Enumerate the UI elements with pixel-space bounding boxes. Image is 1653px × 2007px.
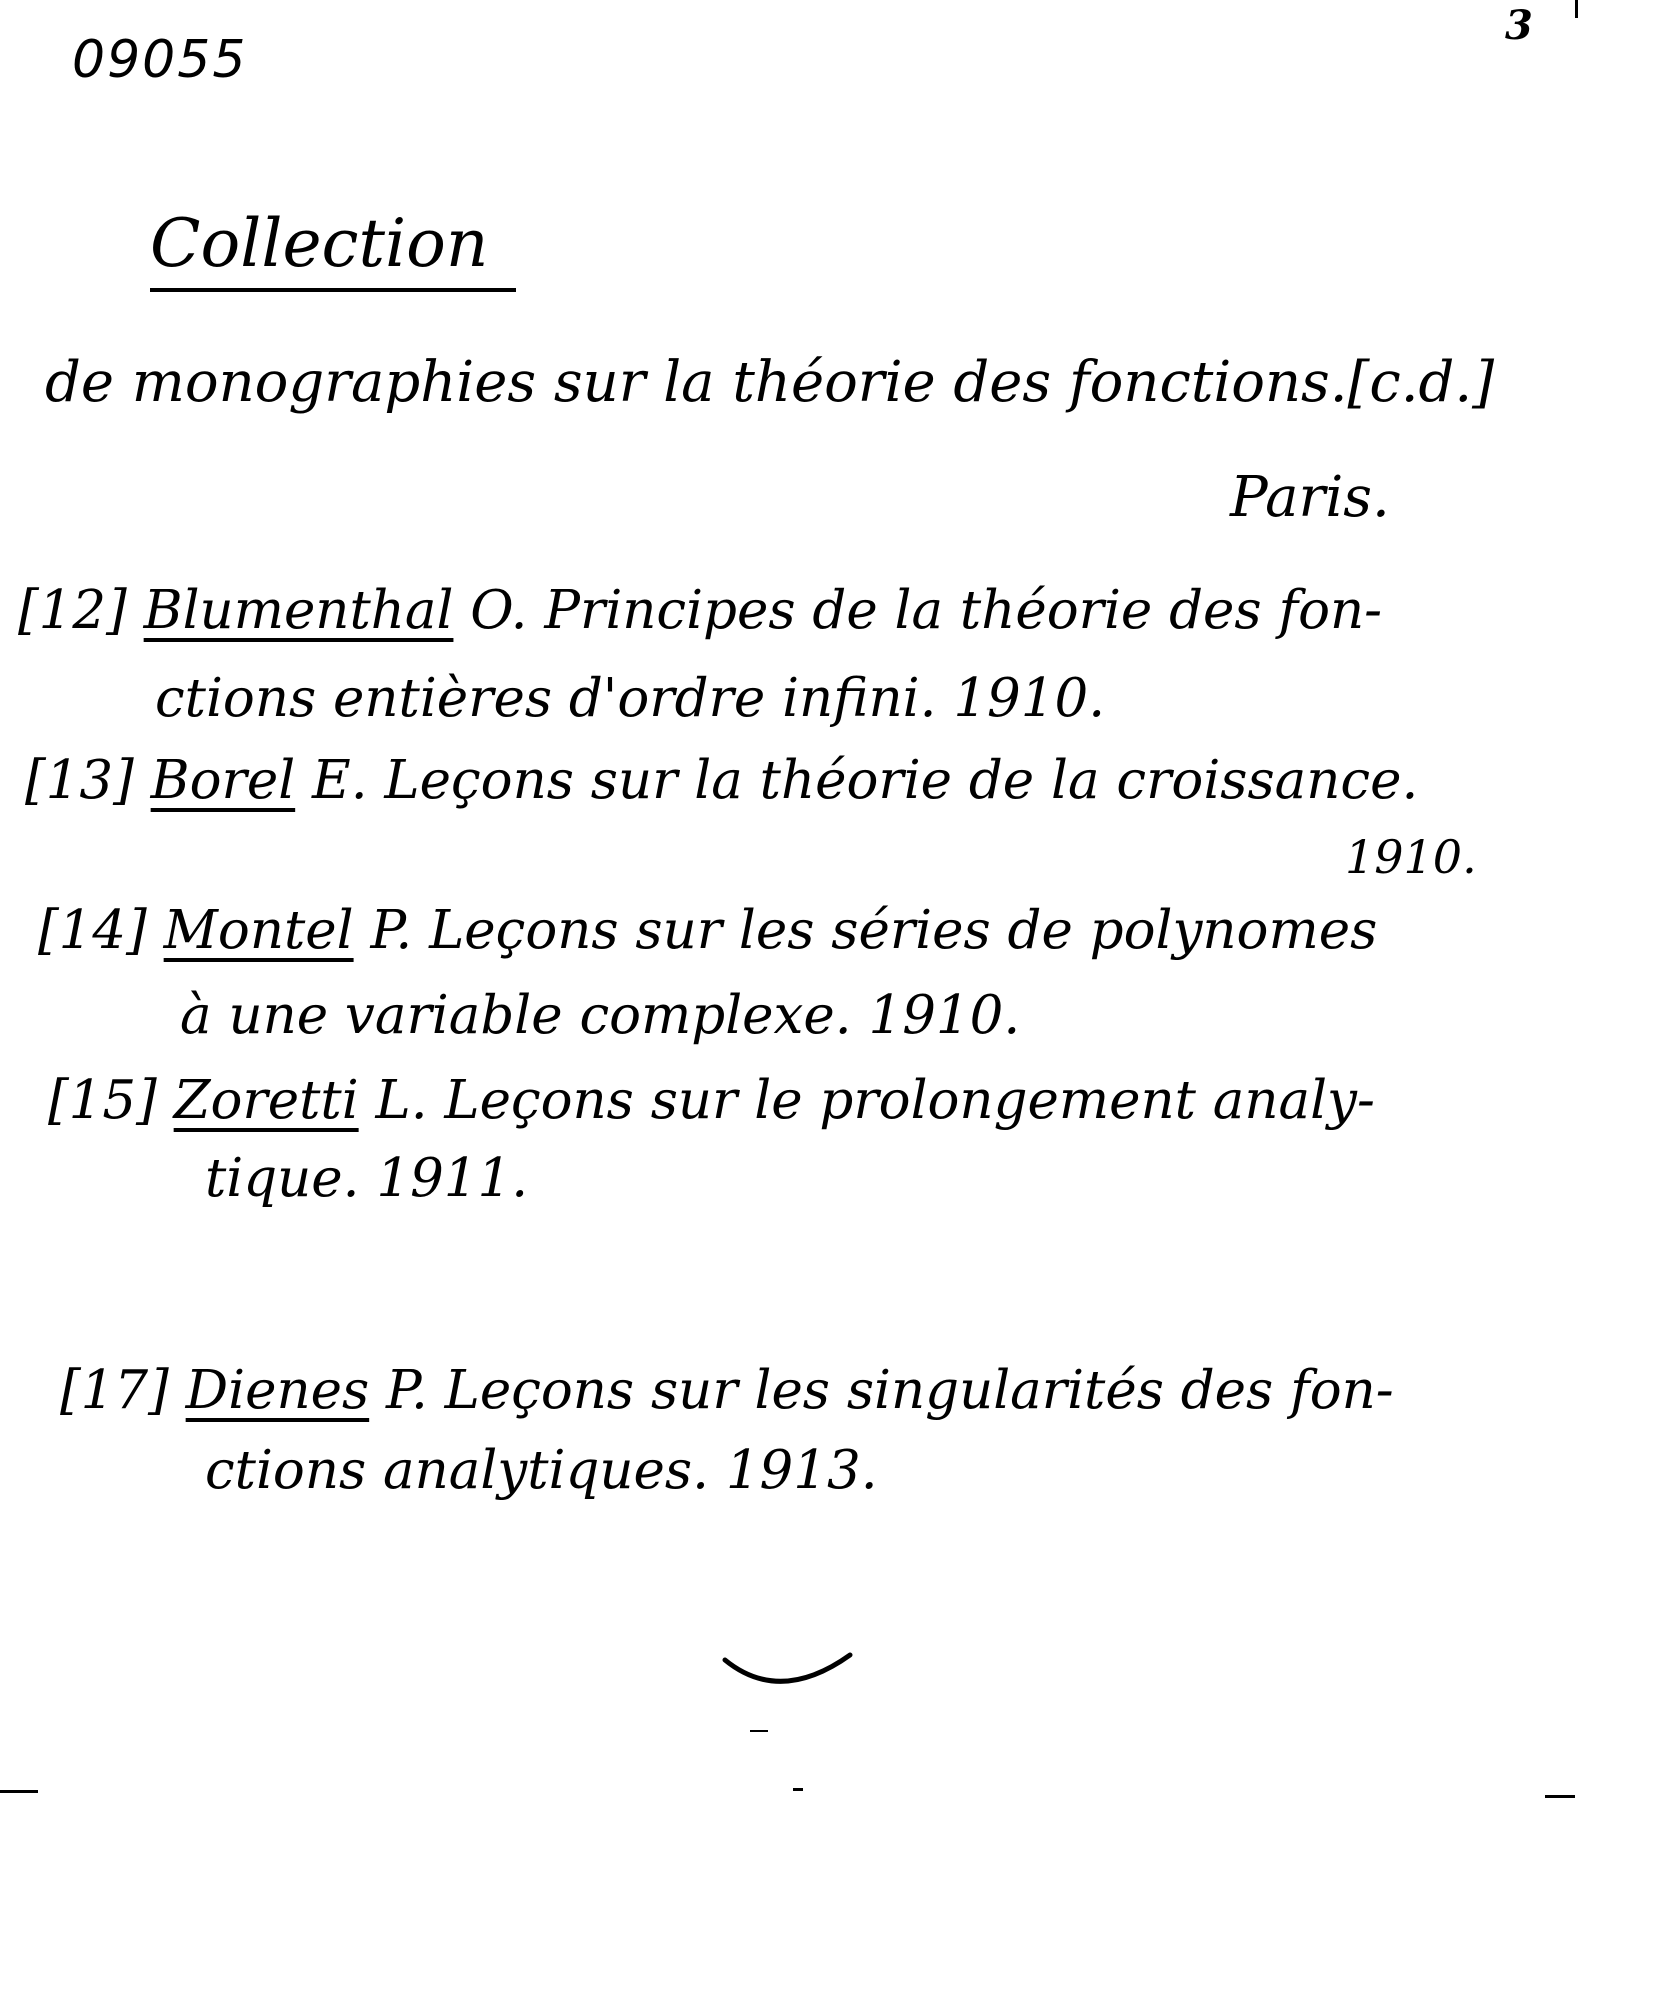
decorative-flourish xyxy=(720,1650,860,1710)
entry-14-line2: à une variable complexe. 1910. xyxy=(180,985,1021,1046)
entry-17-line2: ctions analytiques. 1913. xyxy=(205,1440,878,1501)
entry-text: P. Leçons sur les singularités des fon- xyxy=(386,1360,1394,1421)
entry-17-line1 xyxy=(60,1360,1394,1421)
entry-author: Montel xyxy=(163,900,354,961)
page-number: 3 xyxy=(1505,2,1533,49)
entry-14-line1 xyxy=(38,900,1377,961)
entry-12-line2: ctions entières d'ordre infini. 1910. xyxy=(155,668,1106,729)
entry-author: Blumenthal xyxy=(143,580,454,641)
scan-mark-left xyxy=(0,1790,38,1793)
entry-15-line1 xyxy=(48,1070,1375,1131)
entry-number: [14] xyxy=(38,900,147,961)
entry-13-line2: 1910. xyxy=(1345,830,1477,884)
scan-mark-center xyxy=(793,1788,803,1791)
entry-text: E. Leçons sur la théorie de la croissance. xyxy=(312,750,1419,811)
scan-mark-top-right xyxy=(1575,0,1578,18)
entry-text: L. Leçons sur le prolongement analy- xyxy=(375,1070,1375,1131)
entry-15-line2: tique. 1911. xyxy=(205,1148,529,1209)
entry-number: [13] xyxy=(25,750,134,811)
entry-text: O. Principes de la théorie des fon- xyxy=(470,580,1383,641)
scan-mark-small xyxy=(750,1730,768,1732)
entry-13-line1 xyxy=(25,750,1418,811)
entry-author: Borel xyxy=(150,750,296,811)
entry-12-line1 xyxy=(18,580,1382,641)
entry-number: [17] xyxy=(60,1360,169,1421)
scan-mark-right xyxy=(1545,1795,1575,1798)
collection-subtitle: de monographies sur la théorie des fonctions.[c.d.] xyxy=(45,350,1495,415)
entry-author: Zoretti xyxy=(173,1070,359,1131)
entry-number: [12] xyxy=(18,580,127,641)
entry-number: [15] xyxy=(48,1070,157,1131)
catalog-number: 09055 xyxy=(72,30,248,90)
publication-place: Paris. xyxy=(1230,465,1390,530)
entry-author: Dienes xyxy=(185,1360,370,1421)
collection-title: Collection xyxy=(150,205,516,292)
entry-text: P. Leçons sur les séries de polynomes xyxy=(370,900,1378,961)
